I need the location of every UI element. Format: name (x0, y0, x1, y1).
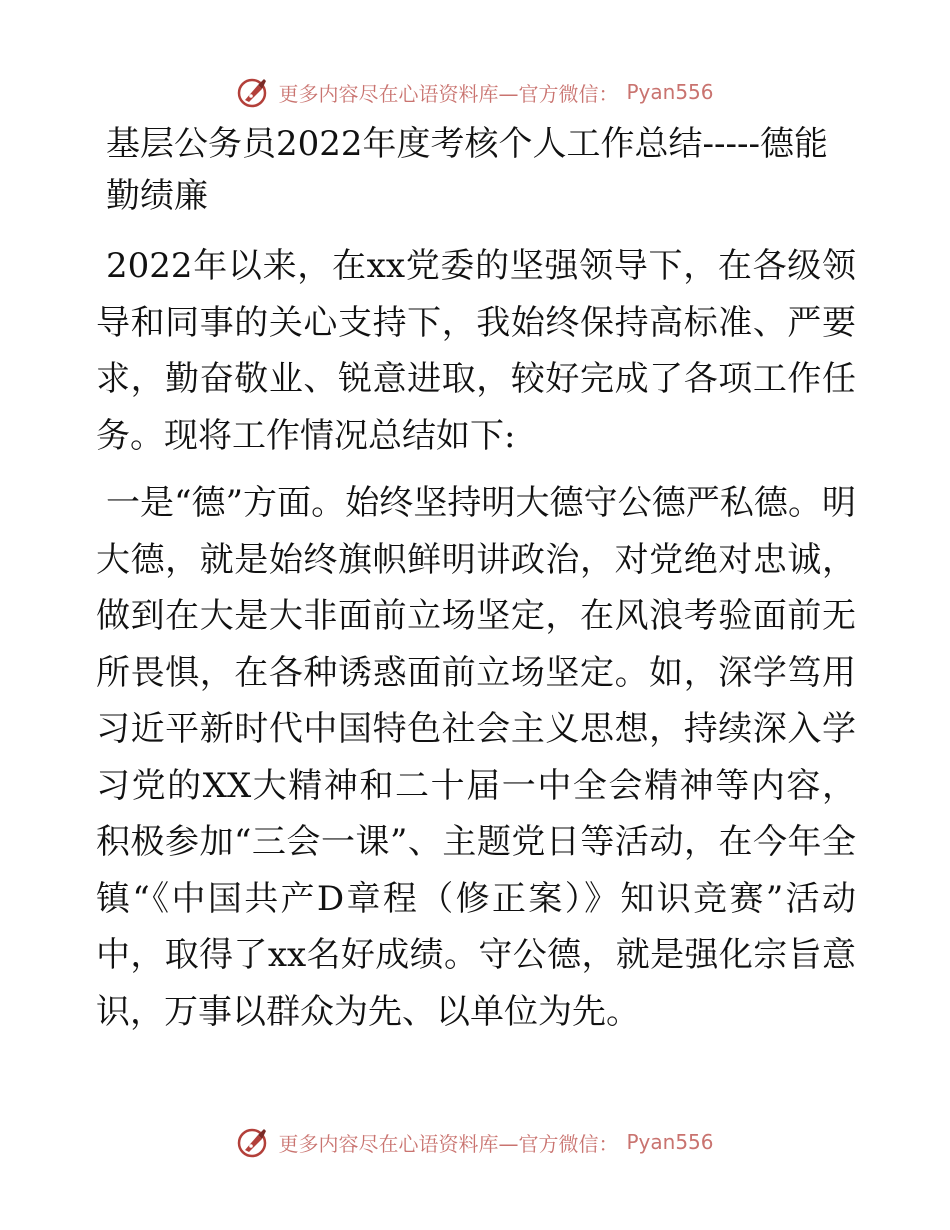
paragraph-de-text: 一是“德”方面。始终坚持明大德守公德严私德。明大德，就是始终旗帜鲜明讲政治，对党绝对忠诚，做到在大是大非面前立场坚定，在风浪考验面前无所畏惧，在各种诱惑面前立场坚定。如，深学笃用习近平新时代中国特色社会主义思想，持续深入学习党的XX大精神和二十届一中全会精神等内容，积极参加“三会一课”、主题党日等活动，在今年全镇“《中国共产D章程（修正案）》知识竞赛”活动中，取得了xx名好成绩。守公德，就是强化宗旨意识，万事以群众为先、以单位为先。 (96, 483, 856, 1032)
footer-watermark (0, 1122, 950, 1162)
pen-nib-logo-icon (236, 75, 270, 109)
document-title: 基层公务员2022年度考核个人工作总结-----德能勤绩廉 (106, 124, 828, 216)
watermark-wechat-id: Pyan556 (626, 80, 714, 104)
watermark-text: 更多内容尽在心语资料库—官方微信： (278, 81, 619, 106)
paragraph-intro (96, 238, 856, 464)
paragraph-intro-text: 2022年以来，在xx党委的坚强领导下，在各级领导和同事的关心支持下，我始终保持高标准、严要求，勤奋敬业、锐意进取，较好完成了各项工作任务。现将工作情况总结如下: (96, 246, 856, 456)
watermark-text: 更多内容尽在心语资料库—官方微信： (278, 1131, 619, 1156)
pen-nib-logo-icon (236, 1125, 270, 1159)
document-body (96, 118, 856, 1051)
watermark-wechat-id: Pyan556 (626, 1130, 714, 1154)
paragraph-de (96, 475, 856, 1040)
header-watermark (0, 72, 950, 112)
